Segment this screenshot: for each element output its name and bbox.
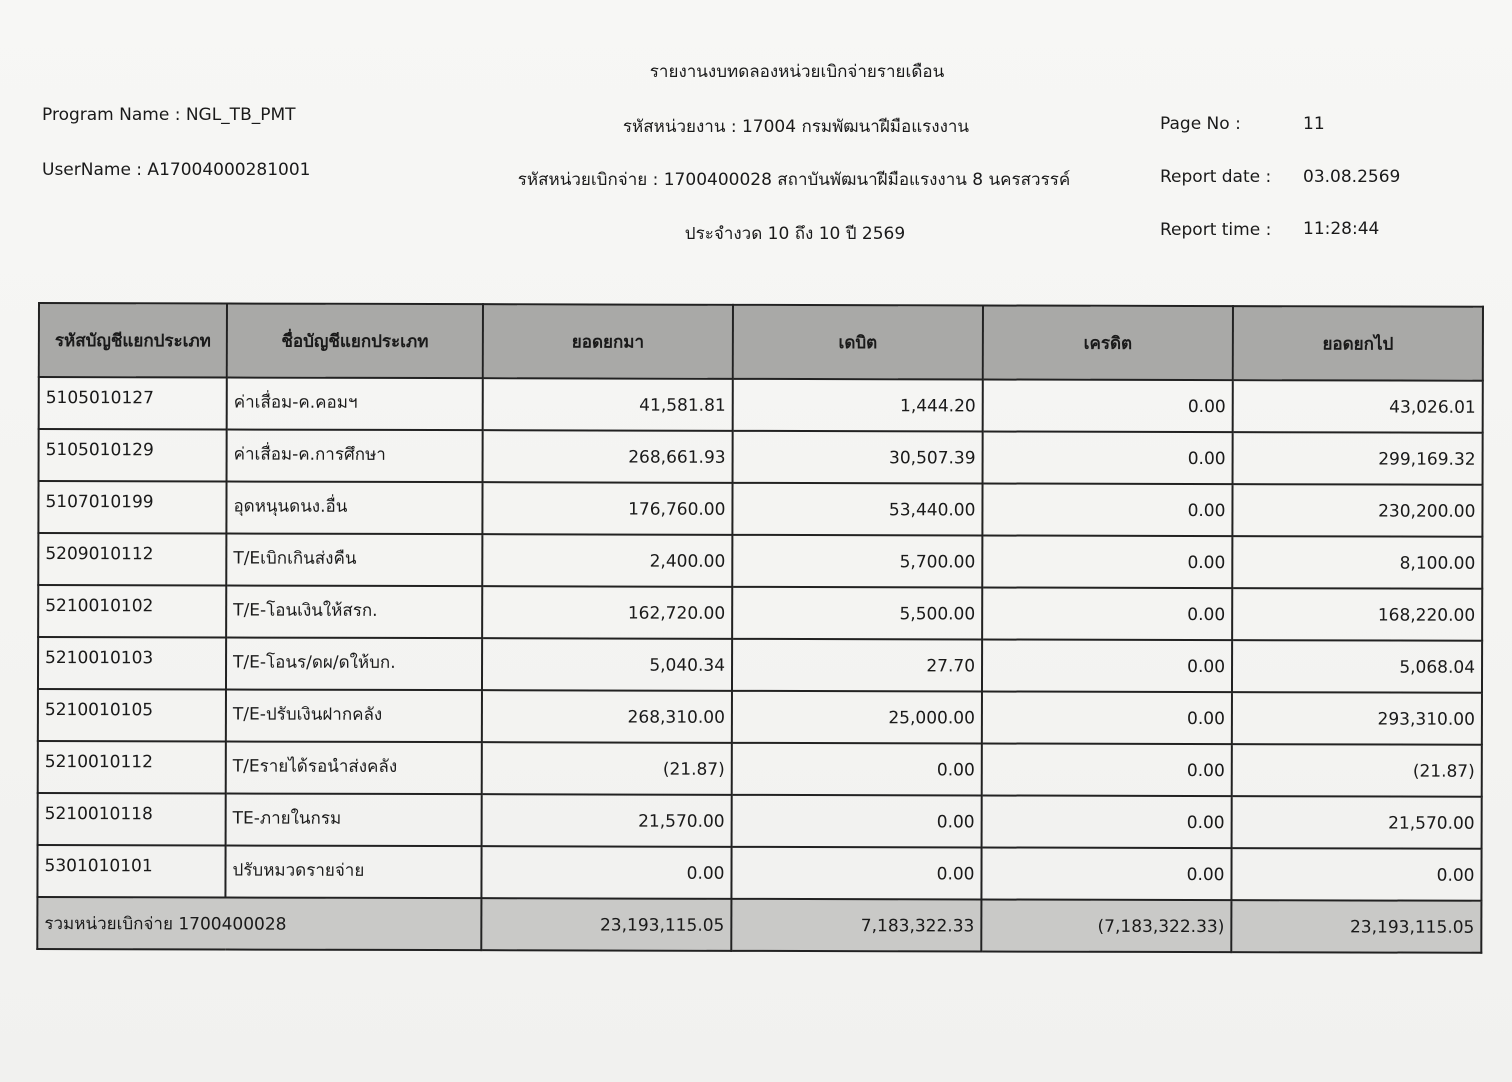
carried-forward: (21.87) [1232,744,1482,797]
table-header-row [39,303,1483,381]
account-name: ปรับหมวดรายจ่าย [225,845,481,898]
credit: 0.00 [983,379,1233,432]
credit: 0.00 [982,483,1232,536]
col-header-brought-forward: ยอดยกมา [483,304,733,379]
debit: 0.00 [732,795,982,848]
brought-forward: 0.00 [481,846,731,899]
total-debit: 7,183,322.33 [731,899,981,952]
table-row [38,793,1482,849]
brought-forward: (21.87) [482,742,732,795]
brought-forward: 268,310.00 [482,690,732,743]
table-row [39,377,1483,433]
credit: 0.00 [982,743,1232,796]
table-row [38,585,1482,641]
report-time-label: Report time : [1160,220,1272,240]
program-name: Program Name : NGL_TB_PMT [42,105,296,125]
account-code: 5210010118 [38,793,226,845]
user-name: UserName : A17004000281001 [42,160,311,180]
credit: 0.00 [982,795,1232,848]
report-date-label: Report date : [1160,167,1272,187]
brought-forward: 162,720.00 [482,586,732,639]
account-name: T/E-โอนเงินให้สรก. [226,585,482,638]
carried-forward: 0.00 [1231,848,1481,901]
debit: 0.00 [731,847,981,900]
account-code: 5209010112 [38,533,226,585]
credit: 0.00 [983,431,1233,484]
debit: 27.70 [732,639,982,692]
table-row [38,533,1482,589]
account-code: 5210010103 [38,637,226,689]
brought-forward: 268,661.93 [483,430,733,483]
total-credit: (7,183,322.33) [981,899,1231,952]
carried-forward: 43,026.01 [1233,380,1483,433]
credit: 0.00 [981,847,1231,900]
account-code: 5210010102 [38,585,226,637]
carried-forward: 8,100.00 [1232,536,1482,589]
carried-forward: 5,068.04 [1232,640,1482,693]
carried-forward: 230,200.00 [1232,484,1482,537]
trial-balance-table [36,302,1484,954]
account-name: ค่าเสื่อม-ค.คอมฯ [227,377,483,430]
credit: 0.00 [982,639,1232,692]
debit: 30,507.39 [733,431,983,484]
brought-forward: 2,400.00 [482,534,732,587]
account-code: 5107010199 [38,481,226,533]
account-code: 5105010129 [39,429,227,481]
brought-forward: 176,760.00 [482,482,732,535]
credit: 0.00 [982,691,1232,744]
account-name: T/Eรายได้รอนำส่งคลัง [226,741,482,794]
debit: 5,700.00 [732,535,982,588]
total-row [37,897,1481,953]
report-title: รายงานงบทดลองหน่วยเบิกจ่ายรายเดือน [649,62,945,82]
debit: 5,500.00 [732,587,982,640]
account-code: 5210010105 [38,689,226,741]
page-no-value: 11 [1303,114,1325,134]
table-row [37,845,1481,901]
agency-line: รหัสหน่วยงาน : 17004 กรมพัฒนาฝีมือแรงงาน [622,117,970,137]
account-name: T/E-ปรับเงินฝากคลัง [226,689,482,742]
disbursing-unit-line: รหัสหน่วยเบิกจ่าย : 1700400028 สถาบันพัฒนาฝีมือแรงงาน 8 นครสวรรค์ [517,170,1071,190]
report-date-value: 03.08.2569 [1303,167,1401,187]
account-code: 5210010112 [38,741,226,793]
account-code: 5301010101 [37,845,225,897]
table-row [38,741,1482,797]
account-name: T/Eเบิกเกินส่งคืน [226,533,482,586]
brought-forward: 5,040.34 [482,638,732,691]
carried-forward: 299,169.32 [1233,432,1483,485]
debit: 53,440.00 [732,483,982,536]
table-row [38,481,1482,537]
col-header-account-code: รหัสบัญชีแยกประเภท [39,303,227,377]
credit: 0.00 [982,587,1232,640]
col-header-debit: เดบิต [733,305,983,380]
credit: 0.00 [982,535,1232,588]
table-row [38,637,1482,693]
carried-forward: 293,310.00 [1232,692,1482,745]
brought-forward: 41,581.81 [483,378,733,431]
total-label: รวมหน่วยเบิกจ่าย 1700400028 [37,897,481,950]
period-line: ประจำงวด 10 ถึง 10 ปี 2569 [684,224,906,244]
table-row [38,689,1482,745]
page-no-label: Page No : [1160,114,1241,134]
total-brought-forward: 23,193,115.05 [481,898,731,951]
debit: 25,000.00 [732,691,982,744]
account-name: TE-ภายในกรม [226,793,482,846]
debit: 0.00 [732,743,982,796]
table-row [39,429,1483,485]
report-time-value: 11:28:44 [1303,219,1380,239]
brought-forward: 21,570.00 [482,794,732,847]
carried-forward: 168,220.00 [1232,588,1482,641]
account-name: อุดหนุนดนง.อื่น [226,481,482,534]
total-carried-forward: 23,193,115.05 [1231,900,1481,953]
account-name: ค่าเสื่อม-ค.การศึกษา [227,429,483,482]
debit: 1,444.20 [733,379,983,432]
carried-forward: 21,570.00 [1232,796,1482,849]
col-header-account-name: ชื่อบัญชีแยกประเภท [227,303,483,378]
account-name: T/E-โอนร/ดผ/ดให้บก. [226,637,482,690]
col-header-credit: เครดิต [983,305,1233,380]
account-code: 5105010127 [39,377,227,429]
col-header-carried-forward: ยอดยกไป [1233,306,1483,381]
